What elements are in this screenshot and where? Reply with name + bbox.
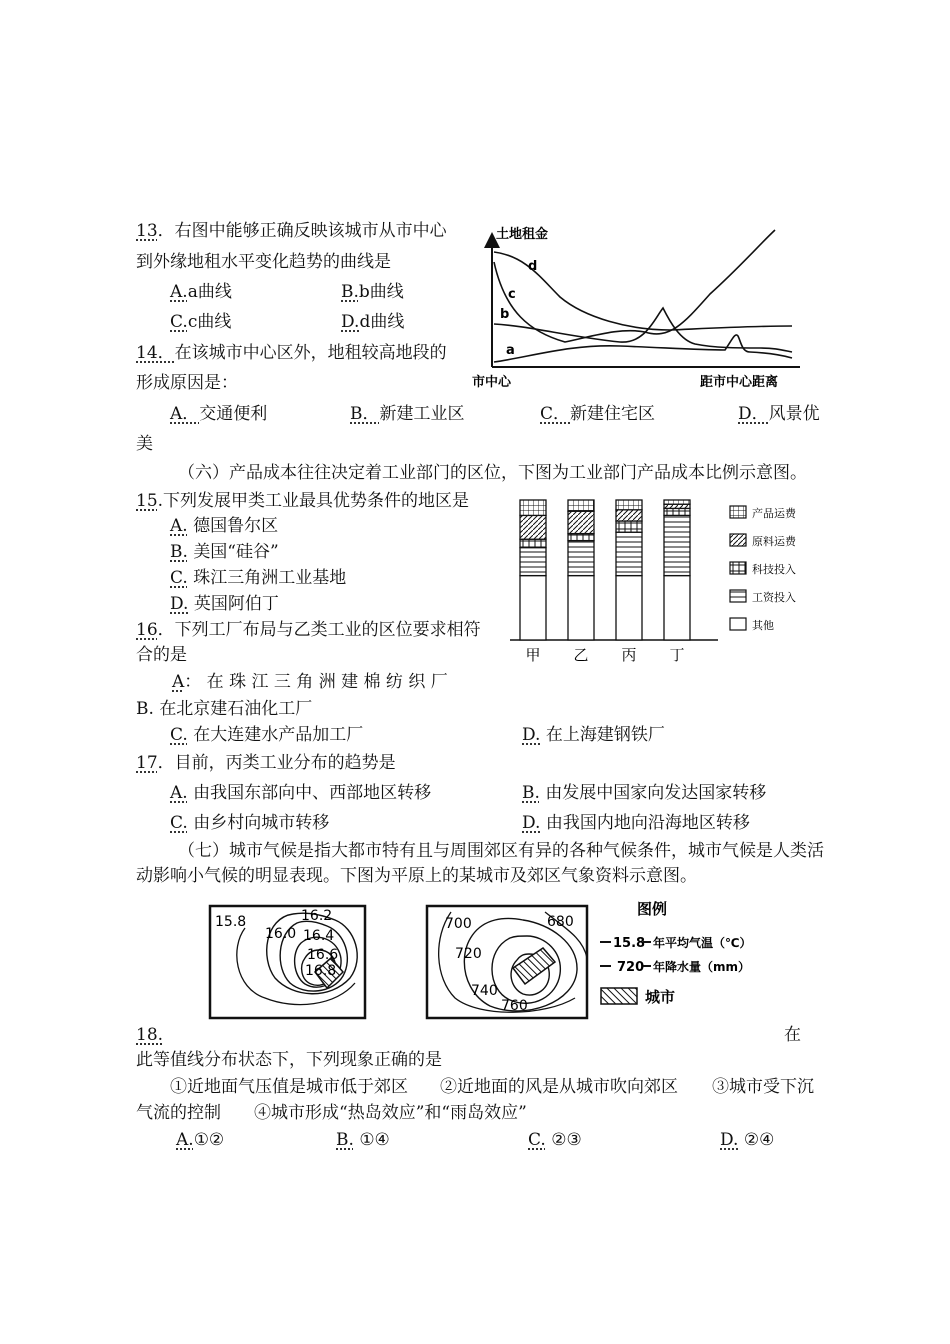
q14-option-a[interactable]: A．交通便利 <box>170 404 268 424</box>
bar-segment-0-0 <box>520 576 546 640</box>
q13-option-a[interactable]: A.a曲线 <box>170 282 232 302</box>
legend-swatch-3 <box>730 590 746 602</box>
q17-option-a[interactable]: A. 由我国东部向中、西部地区转移 <box>170 783 432 803</box>
q17-option-c[interactable]: C. 由乡村向城市转移 <box>170 813 330 833</box>
q15-option-a[interactable]: A. 德国鲁尔区 <box>170 516 279 536</box>
legend-city-swatch <box>601 988 637 1004</box>
q15-stem: 15.下列发展甲类工业最具优势条件的地区是 <box>136 491 470 511</box>
section7-line1: （七）城市气候是指大都市特有且与周围郊区有异的各种气候条件，城市气候是人类活 <box>178 841 824 861</box>
bar-segment-0-4 <box>520 500 546 515</box>
category-labels <box>525 646 684 664</box>
section7-line2: 动影响小气候的明显表现。下图为平原上的某城市及郊区气象资料示意图。 <box>136 866 697 886</box>
bar-segment-0-1 <box>520 548 546 576</box>
legend-swatch-4 <box>730 618 746 630</box>
bar-segment-3-0 <box>664 576 690 640</box>
precip-label-720: 720 <box>455 946 482 962</box>
category-label-2: 丙 <box>621 646 637 664</box>
bar-segment-1-2 <box>568 534 594 541</box>
q18-statement-2: ②近地面的风是从城市吹向郊区 <box>440 1077 678 1097</box>
legend-label-0: 产品运费 <box>752 507 796 520</box>
bar-segment-0-3 <box>520 515 546 539</box>
q18-statement-3-cont: 气流的控制 <box>136 1103 221 1123</box>
curve-b <box>494 308 792 352</box>
bar-segment-1-3 <box>568 511 594 533</box>
legend <box>730 506 797 632</box>
q13-option-c[interactable]: C.c曲线 <box>170 312 232 332</box>
bar-segment-2-0 <box>616 576 642 640</box>
q17-option-d[interactable]: D. 由我国内地向沿海地区转移 <box>522 813 750 833</box>
q14-stem: 14．在该城市中心区外，地租较高地段的 <box>136 343 447 363</box>
q18-option-d[interactable]: D. ②④ <box>720 1130 775 1150</box>
temp-label-16-4: 16.4 <box>303 928 335 944</box>
bar-segment-2-4 <box>616 500 642 510</box>
q14-option-c[interactable]: C．新建住宅区 <box>540 404 656 424</box>
q16-option-b[interactable]: B. 在北京建石油化工厂 <box>136 699 313 719</box>
bar-segment-2-3 <box>616 510 642 521</box>
bar-segment-3-4 <box>664 500 690 504</box>
x-axis-label: 距市中心距离 <box>700 375 779 390</box>
q13-option-b[interactable]: B.b曲线 <box>341 282 404 302</box>
q16-option-a[interactable]: A： 在 珠 江 三 角 洲 建 棉 纺 织 厂 <box>172 672 448 692</box>
q15-option-c[interactable]: C. 珠江三角洲工业基地 <box>170 568 347 588</box>
q17-option-b[interactable]: B. 由发展中国家向发达国家转移 <box>522 783 767 803</box>
q14-option-d-cont: 美 <box>136 434 153 454</box>
legend-label-3: 工资投入 <box>752 591 796 604</box>
q18-option-a[interactable]: A.①② <box>176 1130 225 1150</box>
q16-stem: 16．下列工厂布局与乙类工业的区位要求相符 <box>136 620 481 640</box>
q18-statement-4: ④城市形成“热岛效应”和“雨岛效应” <box>254 1103 527 1123</box>
curve-label-c: c <box>508 287 516 302</box>
q17-stem: 17．目前，丙类工业分布的趋势是 <box>136 753 396 773</box>
bar-segment-3-2 <box>664 508 690 515</box>
precip-label-680: 680 <box>547 914 574 930</box>
precip-label-700: 700 <box>445 916 472 932</box>
q14-option-b[interactable]: B．新建工业区 <box>350 404 465 424</box>
q13-stem-cont: 到外缘地租水平变化趋势的曲线是 <box>136 252 391 272</box>
q16-option-c[interactable]: C. 在大连建水产品加工厂 <box>170 725 364 745</box>
climate-maps <box>205 898 815 1026</box>
bar-segment-3-1 <box>664 515 690 575</box>
category-label-3: 丁 <box>669 646 685 664</box>
precipitation-map <box>427 906 587 1018</box>
legend-city-label: 城市 <box>645 988 676 1006</box>
cost-structure-chart <box>508 490 808 668</box>
legend-temp-label: 年平均气温（℃） <box>653 936 752 950</box>
q18-statement-3: ③城市受下沉 <box>712 1077 814 1097</box>
q14-stem-cont: 形成原因是： <box>136 373 238 393</box>
q16-option-d[interactable]: D. 在上海建钢铁厂 <box>522 725 665 745</box>
bar-segment-2-2 <box>616 521 642 532</box>
q18-option-b[interactable]: B. ①④ <box>336 1130 390 1150</box>
legend-temp-sample: 15.8 <box>613 936 646 951</box>
q15-option-b[interactable]: B. 美国“硅谷” <box>170 542 279 562</box>
temp-label-16-0: 16.0 <box>265 926 297 942</box>
precip-label-760: 760 <box>501 998 528 1014</box>
q18-statement-1: ①近地面气压值是城市低于郊区 <box>170 1077 408 1097</box>
section6-intro: （六）产品成本往往决定着工业部门的区位，下图为工业部门产品成本比例示意图。 <box>178 463 807 483</box>
q13-stem: 13．右图中能够正确反映该城市从市中心 <box>136 221 447 241</box>
precip-label-740: 740 <box>471 983 498 999</box>
temp-label-16-2: 16.2 <box>301 908 333 924</box>
land-rent-chart <box>470 222 820 397</box>
legend-title: 图例 <box>637 900 668 918</box>
bar-segment-0-2 <box>520 539 546 547</box>
q18-stem-tail: 在 <box>784 1025 801 1045</box>
legend-swatch-2 <box>730 562 746 574</box>
temperature-map <box>210 906 365 1018</box>
legend-swatch-1 <box>730 534 746 546</box>
q15-option-d[interactable]: D. 英国阿伯丁 <box>170 594 279 614</box>
legend-label-2: 科技投入 <box>752 563 796 576</box>
curve-label-b: b <box>500 307 510 322</box>
category-label-0: 甲 <box>525 646 541 664</box>
q18-stem: 此等值线分布状态下，下列现象正确的是 <box>136 1050 442 1070</box>
temp-label-16-8: 16.8 <box>305 963 337 979</box>
legend-label-4: 其他 <box>752 619 774 632</box>
temp-label-16-6: 16.6 <box>307 947 339 963</box>
x-axis-origin-label: 市中心 <box>472 375 512 390</box>
category-label-1: 乙 <box>573 646 589 664</box>
bar-segment-1-4 <box>568 500 594 511</box>
curve-c <box>494 230 775 342</box>
bar-segment-2-1 <box>616 532 642 575</box>
curve-label-d: d <box>528 259 538 274</box>
legend-swatch-0 <box>730 506 746 518</box>
legend-precip-label: 年降水量（mm） <box>653 960 751 974</box>
curve-d <box>494 252 792 330</box>
curve-label-a: a <box>506 343 515 358</box>
q18-option-c[interactable]: C. ②③ <box>528 1130 582 1150</box>
y-axis-label: 土地租金 <box>496 227 549 242</box>
bars <box>520 500 690 640</box>
q14-option-d[interactable]: D．风景优 <box>738 404 820 424</box>
legend-label-1: 原料运费 <box>752 535 796 548</box>
q18-number: 18. <box>136 1025 164 1045</box>
q16-stem-cont: 合的是 <box>136 645 187 665</box>
q13-number: 13 <box>136 221 158 241</box>
climate-legend <box>600 900 752 1006</box>
bar-segment-1-1 <box>568 541 594 576</box>
q13-option-d[interactable]: D.d曲线 <box>341 312 405 332</box>
legend-precip-sample: 720 <box>617 960 645 975</box>
temp-label-15-8: 15.8 <box>215 914 247 930</box>
bar-segment-1-0 <box>568 576 594 640</box>
